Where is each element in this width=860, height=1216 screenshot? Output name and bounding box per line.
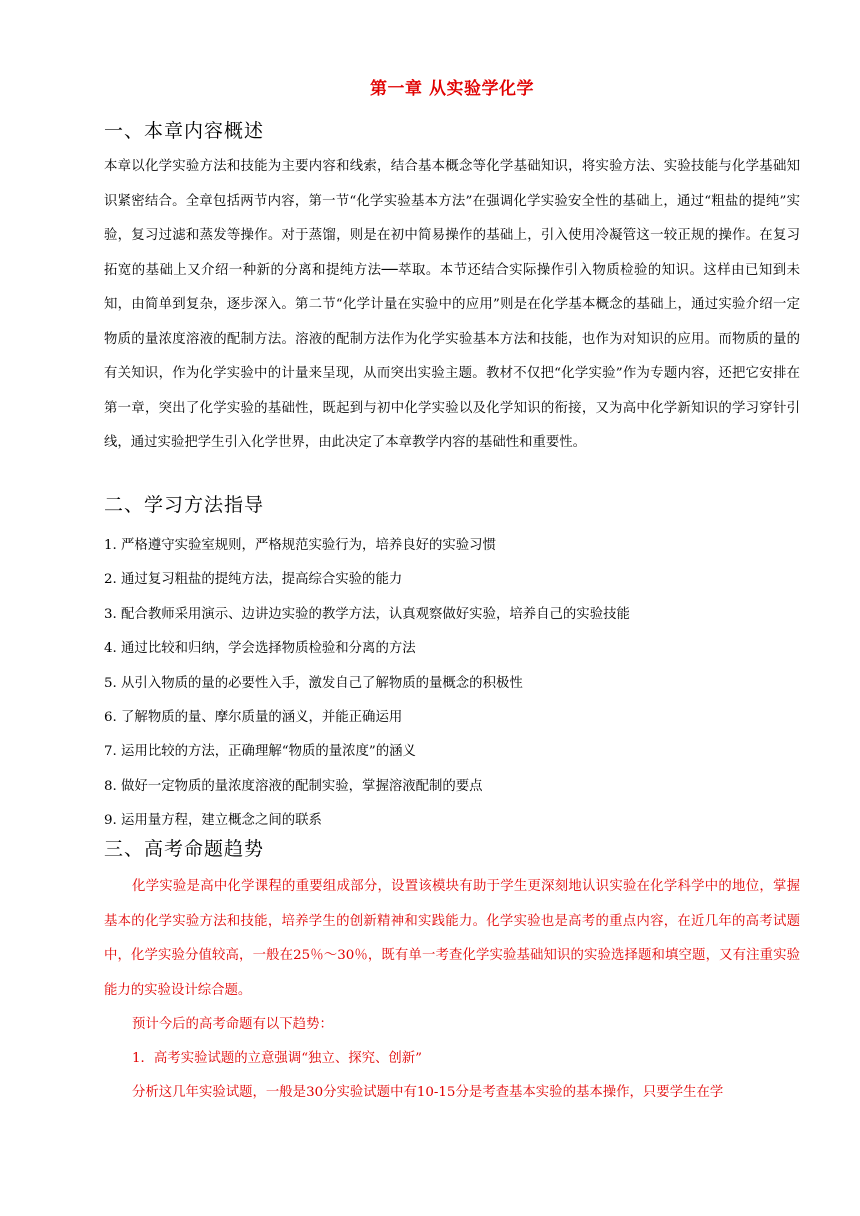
method-list bbox=[104, 529, 800, 839]
list-item: 5. 从引入物质的量的必要性入手，激发自己了解物质的量概念的积极性 bbox=[104, 675, 523, 691]
section-heading-trend: 三、高考命题趋势 bbox=[104, 838, 265, 860]
overview-paragraph: 本章以化学实验方法和技能为主要内容和线索，结合基本概念等化学基础知识，将实验方法、实验技能与化学基础知识紧密结合。全章包括两节内容，第一节“化学实验基本方法”在强调化学实验安全性的基础上，通过“粗盐的提纯”实验，复习过滤和蒸发等操作。对于蒸馏，则是在初中简易操作的基础上，引入使用冷凝管这一较正规的操作。在复习拓宽的基础上又介绍一种新的分离和提纯方法──萃取。本节还结合实际操作引入物质检验的知识。这样由已知到未知，由简单到复杂，逐步深入。第二节“化学计量在实验中的应用”则是在化学基本概念的基础上，通过实验介绍一定物质的量浓度溶液的配制方法。溶液的配制方法作为化学实验基本方法和技能，也作为对知识的应用。而物质的量的有关知识，作为化学实验中的计量来呈现，从而突出实验主题。教材不仅把“化学实验”作为专题内容，还把它安排在第一章，突出了化学实验的基础性，既起到与初中化学实验以及化学知识的衔接，又为高中化学新知识的学习穿针引线，通过实验把学生引入化学世界，由此决定了本章教学内容的基础性和重要性。 bbox=[104, 159, 800, 450]
forecast-line: 预计今后的高考命题有以下趋势： bbox=[132, 1017, 333, 1032]
trend-paragraph: 化学实验是高中化学课程的重要组成部分，设置该模块有助于学生更深刻地认识实验在化学科学中的地位，掌握基本的化学实验方法和技能，培养学生的创新精神和实践能力。化学实验也是高考的重点内容，在近几年的高考试题中，化学实验分值较高，一般在25％～30％，既有单一考查化学实验基础知识的实验选择题和填空题，又有注重实验能力的实验设计综合题。 bbox=[104, 879, 800, 998]
section-heading-overview: 一、本章内容概述 bbox=[104, 120, 265, 142]
list-item: 4. 通过比较和归纳，学会选择物质检验和分离的方法 bbox=[104, 641, 416, 657]
section-heading-method: 二、学习方法指导 bbox=[104, 494, 265, 516]
analysis-line: 分析这几年实验试题，一般是30分实验试题中有10-15分是考查基本实验的基本操作，只要学生在学 bbox=[132, 1085, 724, 1100]
list-item: 7. 运用比较的方法，正确理解“物质的量浓度”的涵义 bbox=[104, 744, 416, 760]
trend-point-1: 1．高考实验试题的立意强调“独立、探究、创新” bbox=[132, 1051, 423, 1066]
chapter-title: 第一章 从实验学化学 bbox=[370, 79, 534, 99]
list-item: 9. 运用量方程，建立概念之间的联系 bbox=[104, 813, 322, 829]
list-item: 1. 严格遵守实验室规则，严格规范实验行为，培养良好的实验习惯 bbox=[104, 538, 496, 553]
list-item: 2. 通过复习粗盐的提纯方法，提高综合实验的能力 bbox=[104, 572, 403, 588]
list-item: 8. 做好一定物质的量浓度溶液的配制实验，掌握溶液配制的要点 bbox=[104, 778, 483, 794]
list-item: 3. 配合教师采用演示、边讲边实验的教学方法，认真观察做好实验，培养自己的实验技能 bbox=[104, 606, 630, 622]
list-item: 6. 了解物质的量、摩尔质量的涵义，并能正确运用 bbox=[104, 709, 403, 725]
